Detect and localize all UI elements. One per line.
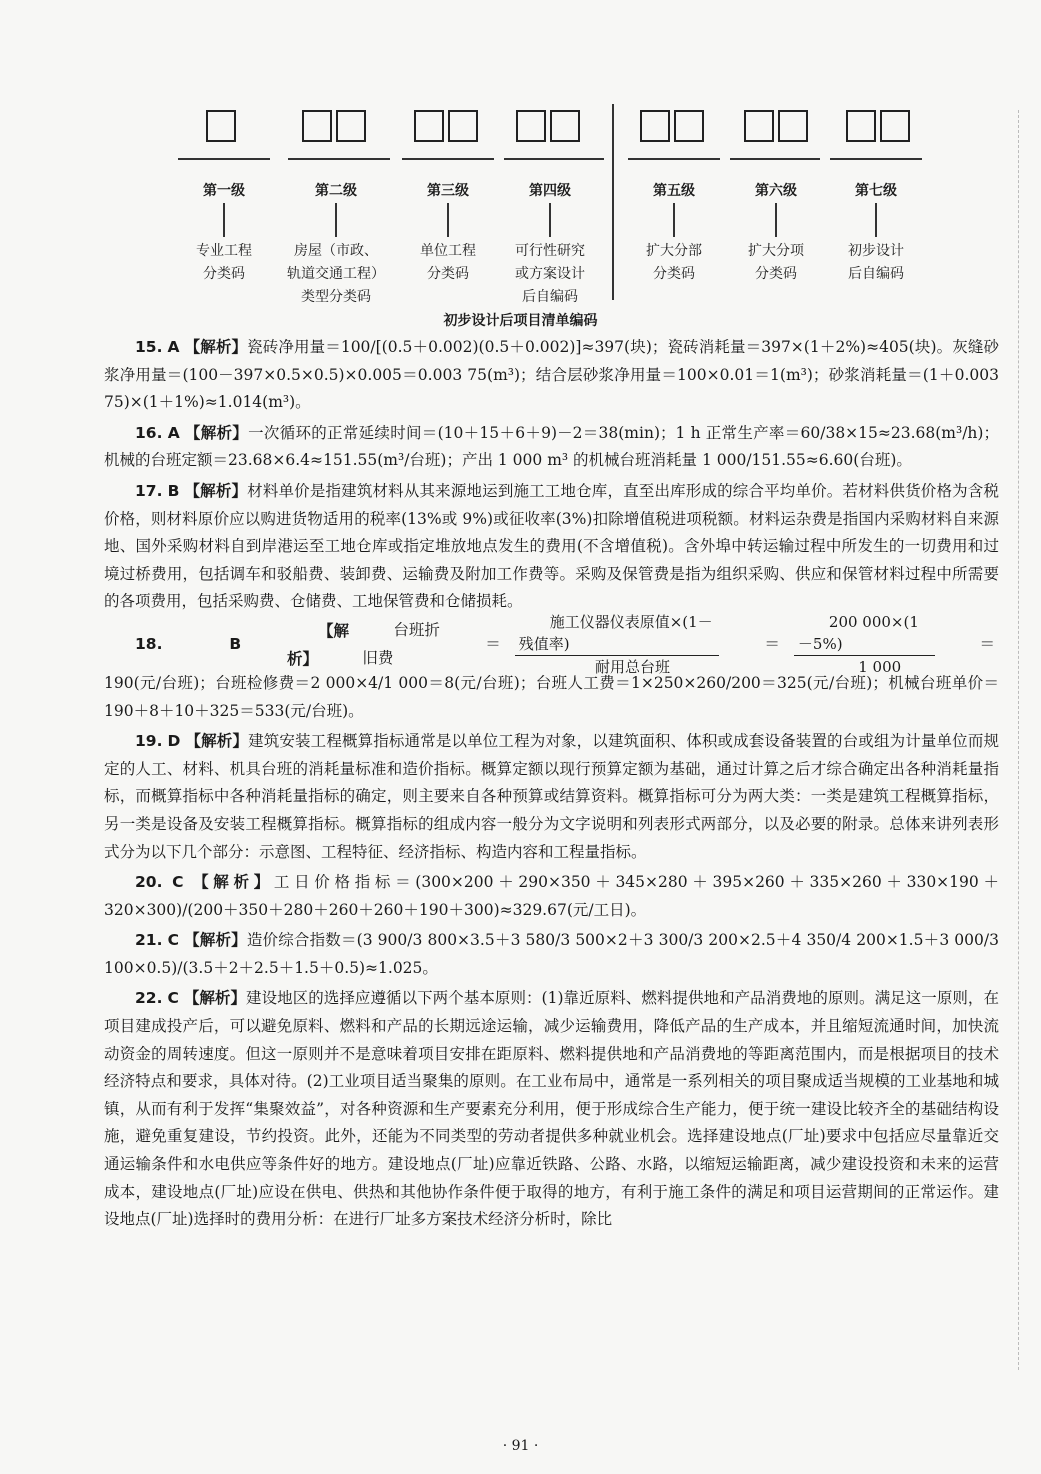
code-box [744, 110, 774, 142]
desc-line: 类型分类码 [301, 289, 371, 305]
connector [875, 203, 877, 237]
answer-text: 造价综合指数＝(3 900/3 800×3.5＋3 580/3 500×2＋3 300/3 200×2.5＋4 350/4 200×1.5＋3 000/3 100×0.5)/(3.5＋2＋2.5＋1.5＋0.5)≈1.025。 [104, 931, 999, 977]
answer-choice: A [167, 423, 180, 442]
code-box [516, 110, 546, 142]
margin-guide [1018, 110, 1019, 1370]
fraction-numerator: 施工仪器仪表原值×(1－残值率) [515, 611, 720, 656]
level-1-desc [164, 240, 284, 286]
answer-text: 一次循环的正常延续时间＝(10＋15＋6＋9)－2＝38(min)；1 h 正常生产率＝60/38×15≈23.68(m³/h)；机械的台班定额＝23.68×6.4≈151.55(m³/台班)；产出 1 000 m³ 的机械台班消耗量 1 000/151.55≈6.60(台班)。 [104, 423, 999, 470]
analysis-tag: 【解析】 [185, 731, 249, 751]
underline-5 [628, 158, 720, 160]
level-7-desc [816, 240, 936, 286]
page-number: · 91 · [502, 1438, 539, 1454]
analysis-tag: 【解析】 [184, 337, 248, 356]
desc-line: 分类码 [203, 266, 245, 282]
desc-line: 轨道交通工程） [287, 266, 385, 282]
answer-text: 材料单价是指建筑材料从其来源地运到施工工地仓库，直至出库形成的综合平均单价。若材料供货价格为含税价格，则材料原价应以购进货物适用的税率(13%或 9%)或征收率(3%)扣除增值税进项税额。材料运杂费是指国内采购材料自来源地、国外采购材料自到岸港运至工地仓库或指定堆放地点发生的费用(不含增值税)。含外埠中转运输过程中所发生的一切费用和过境过桥费用，包括调车和驳船费、装卸费、运输费及附加工作费等。采购及保管费是指为组织采购、供应和保管材料过程中所需要的各项费用，包括采购费、仓储费、工地保管费和仓储损耗。 [104, 481, 999, 611]
answer-21 [104, 926, 999, 982]
equals-sign: ＝ [485, 635, 501, 654]
code-box [448, 110, 478, 142]
code-box [336, 110, 366, 142]
analysis-tag: 【解析】 [193, 872, 274, 892]
code-box [846, 110, 876, 142]
connector [223, 203, 225, 237]
answer-16 [104, 419, 999, 475]
code-box [206, 110, 236, 142]
desc-line: 扩大分部 [646, 243, 702, 259]
desc-line: 可行性研究 [515, 243, 585, 259]
desc-line: 房屋（市政、 [294, 243, 378, 259]
answer-19 [104, 727, 999, 866]
answer-18-formula [104, 613, 999, 677]
code-box [640, 110, 670, 142]
answer-section [104, 333, 999, 1236]
level-4-desc [490, 240, 610, 309]
code-box [880, 110, 910, 142]
answer-text: 190(元/台班)；台班检修费＝2 000×4/1 000＝8(元/台班)；台班人工费＝1×250×260/200＝325(元/台班)；机械台班单价＝190＋8＋10＋325＝533(元/台班)。 [104, 673, 999, 720]
answer-choice: C [172, 873, 184, 892]
level-1-label: 第一级 [203, 183, 245, 199]
question-number: 22. [135, 989, 163, 1008]
analysis-tag: 【解析】 [287, 621, 350, 668]
answer-text: 工日价格指标＝(300×200＋290×350＋345×280＋395×260＋335×260＋330×190＋320×300)/(200＋350＋280＋260＋260＋190＋300)≈329.67(元/工日)。 [104, 873, 999, 919]
code-box [414, 110, 444, 142]
underline-1 [178, 158, 270, 160]
fraction-formula [515, 611, 720, 678]
answer-choice: B [167, 481, 180, 500]
diagram-caption: 初步设计后项目清单编码 [443, 313, 598, 329]
answer-choice: B [229, 635, 242, 654]
connector [447, 203, 449, 237]
answer-18-text [104, 670, 999, 725]
level-2-desc [276, 240, 396, 309]
answer-20 [104, 868, 999, 924]
connector [335, 203, 337, 237]
formula-lead: 台班折旧费 [362, 621, 440, 667]
underline-7 [830, 158, 922, 160]
connector [775, 203, 777, 237]
desc-line: 分类码 [427, 266, 469, 282]
question-number: 20. [135, 873, 163, 892]
level-2-label: 第二级 [315, 183, 357, 199]
code-boxes-level-5 [640, 110, 704, 146]
code-boxes-level-1 [206, 110, 236, 146]
desc-line: 或方案设计 [515, 266, 585, 282]
answer-choice: C [167, 989, 179, 1008]
question-number: 18. [135, 635, 163, 654]
underline-6 [730, 158, 820, 160]
analysis-tag: 【解析】 [183, 988, 247, 1008]
connector [673, 203, 675, 237]
question-number: 17. [135, 481, 163, 500]
equals-sign: ＝ [764, 635, 780, 654]
question-number: 16. [135, 423, 163, 442]
underline-4 [504, 158, 604, 160]
level-7-label: 第七级 [855, 183, 897, 199]
code-boxes-level-7 [846, 110, 910, 146]
code-boxes-level-3 [414, 110, 478, 146]
fraction-denominator: 耐用总台班 [595, 658, 671, 677]
code-boxes-level-6 [744, 110, 808, 146]
answer-15 [104, 333, 999, 417]
level-4-label: 第四级 [529, 183, 571, 199]
answer-22 [104, 984, 999, 1233]
code-boxes-level-4 [516, 110, 580, 146]
analysis-tag: 【解析】 [184, 930, 247, 950]
code-boxes-level-2 [302, 110, 366, 146]
level-3-label: 第三级 [427, 183, 469, 199]
level-5-label: 第五级 [653, 183, 695, 199]
desc-line: 专业工程 [196, 243, 252, 259]
underline-2 [288, 158, 390, 160]
code-structure-diagram [170, 100, 930, 330]
desc-line: 单位工程 [420, 243, 476, 259]
code-box [778, 110, 808, 142]
desc-line: 后自编码 [848, 266, 904, 282]
desc-line: 初步设计 [848, 243, 904, 259]
code-box [302, 110, 332, 142]
code-box [674, 110, 704, 142]
desc-line: 后自编码 [522, 289, 578, 305]
fraction-values [794, 611, 935, 678]
equals-sign: ＝ [979, 635, 996, 654]
fraction-denominator: 1 000 [858, 658, 902, 677]
analysis-tag: 【解析】 [184, 422, 249, 442]
answer-text: 建筑安装工程概算指标通常是以单位工程为对象，以建筑面积、体积或成套设备装置的台或组为计量单位而规定的人工、材料、机具台班的消耗量标准和造价指标。概算定额以现行预算定额为基础，通过计算之后才综合确定出各种消耗量指标，而概算指标中各种消耗量指标的确定，则主要来自各种预算或结算资料。概算指标可分为两大类：一类是建筑工程概算指标，另一类是设备及安装工程概算指标。概算指标的组成内容一般分为文字说明和列表形式两部分，以及必要的附录。总体来讲列表形式分为以下几个部分：示意图、工程特征、经济指标、构造内容和工程量指标。 [104, 732, 999, 861]
analysis-tag: 【解析】 [184, 480, 248, 500]
answer-text: 瓷砖净用量＝100/[(0.5＋0.002)(0.5＋0.002)]≈397(块)；瓷砖消耗量＝397×(1＋2%)≈405(块)。灰缝砂浆净用量＝(100－397×0.5×0.5)×0.005＝0.003 75(m³)；结合层砂浆净用量＝100×0.01＝1(m³)；砂浆消耗量＝(1＋0.003 75)×(1＋1%)≈1.014(m³)。 [104, 338, 999, 412]
answer-choice: D [167, 732, 181, 751]
fraction-numerator: 200 000×(1－5%) [794, 611, 935, 656]
connector [549, 203, 551, 237]
code-box [550, 110, 580, 142]
answer-choice: A [167, 338, 180, 356]
answer-choice: C [167, 931, 179, 950]
question-number: 21. [135, 931, 163, 950]
desc-line: 扩大分项 [748, 243, 804, 259]
answer-text: 建设地区的选择应遵循以下两个基本原则：(1)靠近原料、燃料提供地和产品消费地的原则。满足这一原则，在项目建成投产后，可以避免原料、燃料和产品的长期远途运输，减少运输费用，降低产品的生产成本，并且缩短流通时间，加快流动资金的周转速度。但这一原则并不是意味着项目安排在距原料、燃料提供地和产品消费地的等距离范围内，而是根据项目的技术经济特点和要求，具体对待。(2)工业项目适当聚集的原则。在工业布局中，通常是一系列相关的项目聚成适当规模的工业基地和城镇，从而有利于发挥“集聚效益”，对各种资源和生产要素充分利用，便于形成综合生产能力，便于统一建设比较齐全的基础结构设施，避免重复建设，节约投资。此外，还能为不同类型的劳动者提供多种就业机会。选择建设地点(厂址)要求中包括应尽量靠近交通运输条件和水电供应等条件好的地方。建设地点(厂址)应靠近铁路、公路、水路，以缩短运输距离，减少建设投资和未来的运营成本，建设地点(厂址)应设在供电、供热和其他协作条件便于取得的地方，有利于施工条件的满足和项目运营期间的正常运作。建设地点(厂址)选择时的费用分析：在进行厂址多方案技术经济分析时，除比 [104, 989, 999, 1229]
answer-17 [104, 477, 999, 616]
desc-line: 分类码 [755, 266, 797, 282]
level-6-label: 第六级 [755, 183, 797, 199]
question-number: 19. [135, 732, 163, 751]
desc-line: 分类码 [653, 266, 695, 282]
underline-3 [402, 158, 494, 160]
question-number: 15. [135, 338, 163, 356]
